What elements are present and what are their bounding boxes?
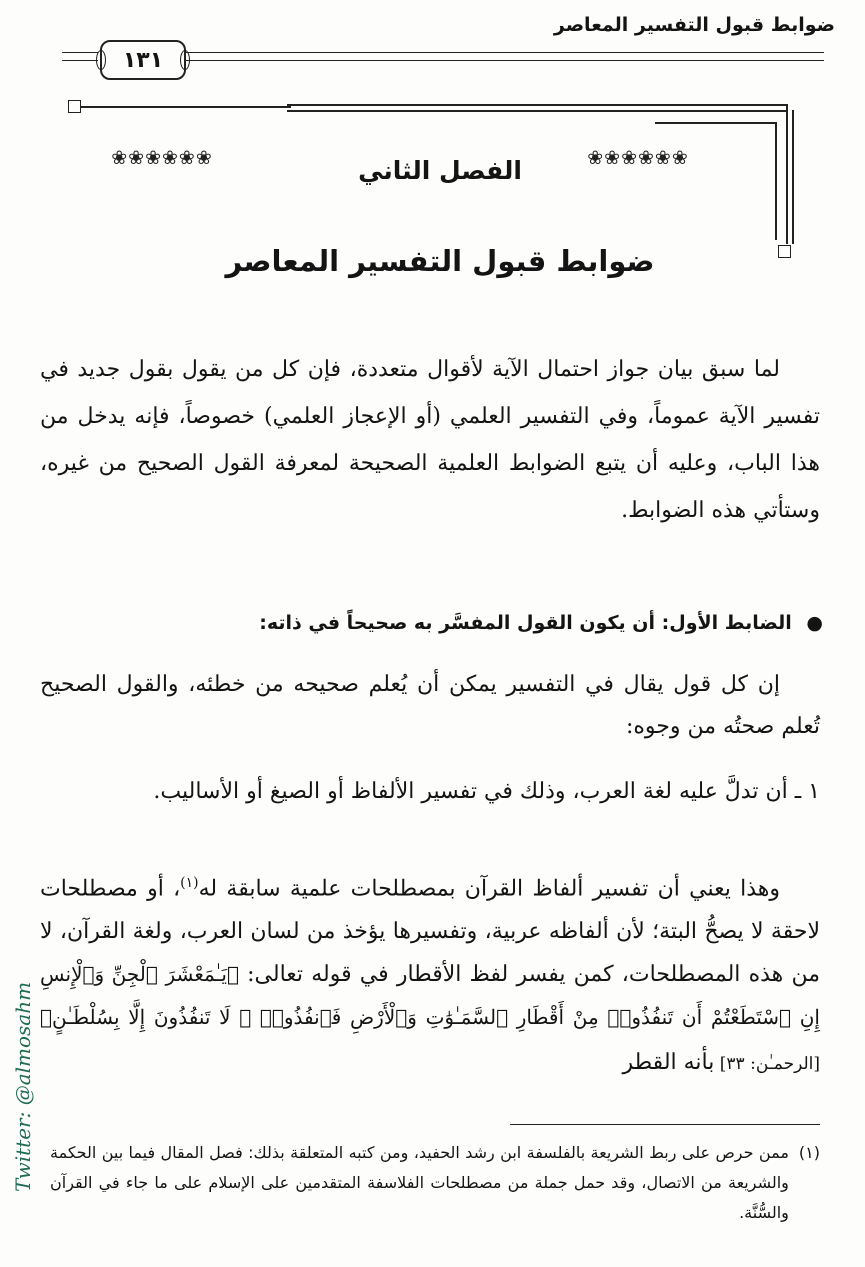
paragraph-3-part-2: ، أو مصطلحات لاحقة لا يصحُّ البتة؛ لأن ألفاظه عربية، وتفسيرها يؤخذ من لسان العرب، ولغة القرآن، لا من هذه المصطلحات، كمن يفسر لفظ الأقطار في قوله تعالى: <box>40 876 820 988</box>
watermark: Twitter: @almosahm <box>11 981 35 1192</box>
paragraph-3 <box>40 862 820 1086</box>
frame-corner-square-right <box>778 245 791 258</box>
ornament-left: ❀❀❀❀❀❀ <box>111 150 213 169</box>
frame-line-top-inner <box>287 104 787 106</box>
running-title: ضوابط قبول التفسير المعاصر <box>553 14 835 36</box>
header-rule-left-top <box>62 52 98 53</box>
frame-line-short <box>655 122 777 124</box>
frame-line-top-outer <box>287 110 787 112</box>
frame-line-vertical-1 <box>775 122 777 240</box>
paragraph-2: إن كل قول يقال في التفسير يمكن أن يُعلم صحيحه من خطئه، والقول الصحيح تُعلم صحتُه من وجوه: <box>40 672 820 739</box>
header-rule-right-top <box>184 52 824 53</box>
frame-corner-square-left <box>68 100 81 113</box>
bullet-icon: ● <box>806 612 823 634</box>
frame-line-top-left <box>81 106 291 108</box>
header-rule-right-bottom <box>184 60 824 61</box>
list-item-1: ١ ـ أن تدلَّ عليه لغة العرب، وذلك في تفسير الألفاظ أو الصيغ أو الأساليب. <box>153 779 820 804</box>
first-rule-heading-text: الضابط الأول: أن يكون القول المفسَّر به صحيحاً في ذاته: <box>259 612 792 634</box>
header-rule-left-bottom <box>62 60 98 61</box>
frame-line-vertical-2 <box>786 104 788 244</box>
page-number: ١٣١ <box>100 40 186 80</box>
frame-line-vertical-3 <box>792 110 794 244</box>
ornament-right: ❀❀❀❀❀❀ <box>587 150 689 169</box>
footnote <box>50 1138 820 1228</box>
verse-reference: [الرحمـٰن: ٣٣] <box>714 1054 820 1075</box>
footnote-divider <box>510 1124 820 1125</box>
first-rule-heading <box>259 612 823 634</box>
quran-verse: ﴿يَـٰمَعْشَرَ ٱلْجِنِّ وَٱلْإِنسِ إِنِ ٱسْتَطَعْتُمْ أَن تَنفُذُوا۟ مِنْ أَقْطَارِ ٱلسَّمَـٰوَٰتِ وَٱلْأَرْضِ فَٱنفُذُوا۟ ۚ لَا تَنفُذُونَ إِلَّا بِسُلْطَـٰنٍ﴾ <box>40 962 820 1030</box>
footnote-reference: (١) <box>180 875 199 891</box>
intro-paragraph: لما سبق بيان جواز احتمال الآية لأقوال متعددة، فإن كل من يقول بقول جديد في تفسير الآية عموماً، وفي التفسير العلمي (أو الإعجاز العلمي) خصوصاً، فإنه يدخل من هذا الباب، وعليه أن يتبع الضوابط العلمية الصحيحة لمعرفة القول الصحيح من غيره، وستأتي هذه الضوابط. <box>40 357 820 523</box>
paragraph-3-part-1: وهذا يعني أن تفسير ألفاظ القرآن بمصطلحات علمية سابقة له <box>198 876 780 902</box>
chapter-label: الفصل الثاني <box>358 156 522 185</box>
chapter-title: ضوابط قبول التفسير المعاصر <box>225 244 655 278</box>
footnote-text: ممن حرص على ربط الشريعة بالفلسفة ابن رشد الحفيد، ومن كتبه المتعلقة بذلك: فصل المقال فيما بين الحكمة والشريعة من الاتصال، وقد حمل جملة من مصطلحات الفلاسفة المتقدمين على الإسلام على ما جاء في القرآن والسُّنَّة. <box>50 1143 789 1222</box>
paragraph-3-part-3: بأنه القطر <box>622 1050 715 1076</box>
footnote-number: (١) <box>798 1143 820 1162</box>
